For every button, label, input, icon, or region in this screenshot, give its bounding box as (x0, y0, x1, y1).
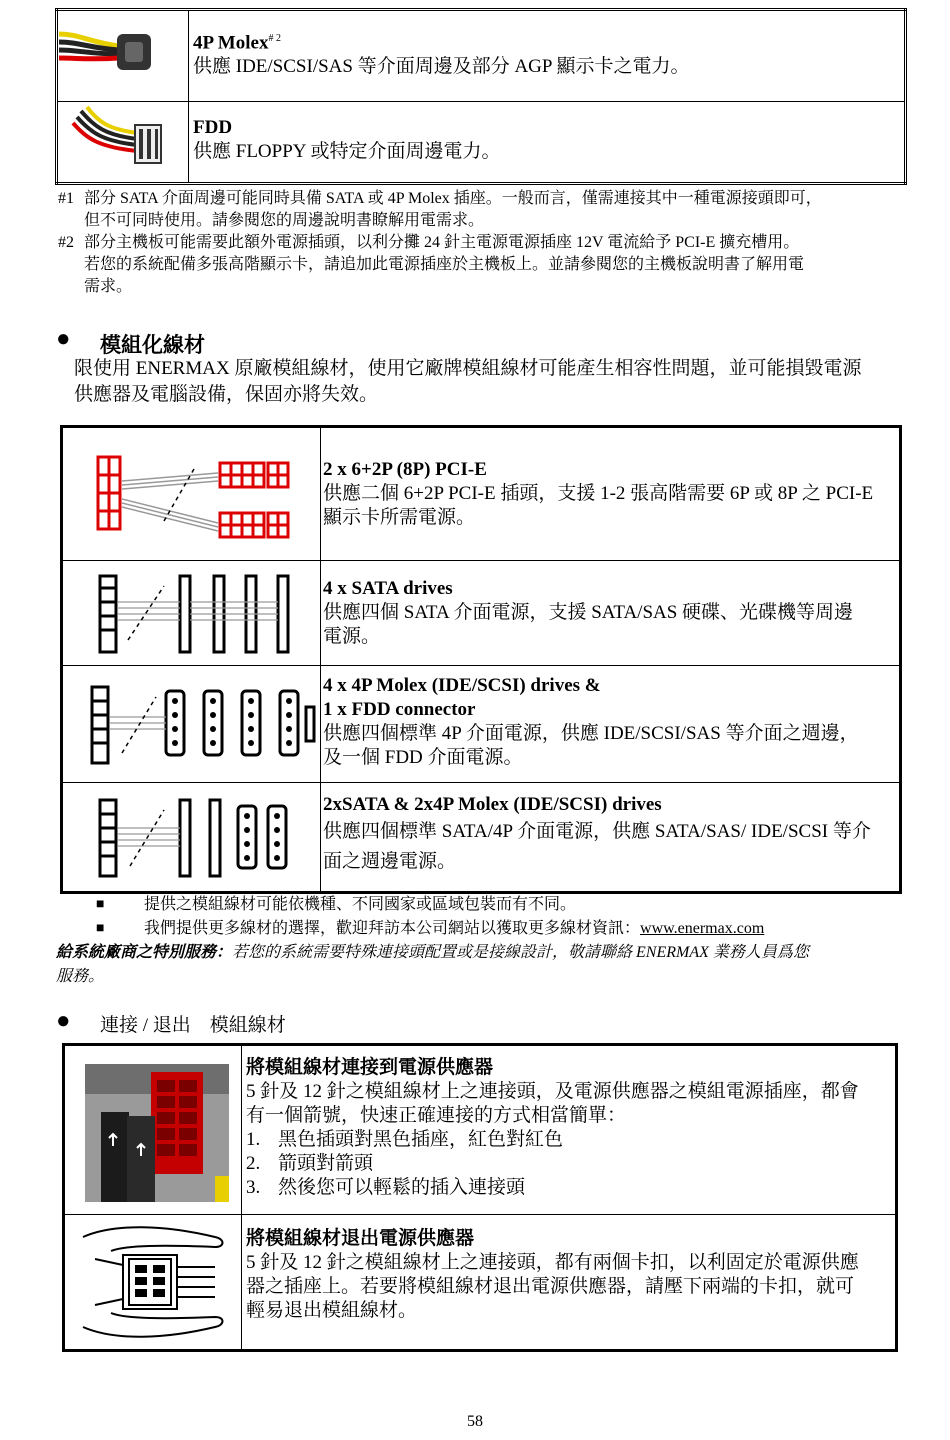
pcie-desc-line-2: 顯示卡所需電源。 (323, 507, 476, 528)
sata-image-cell (62, 561, 321, 666)
molex-cable-title-line-2: 1 x FDD connector (323, 699, 476, 720)
molex-cable-desc-line-2: 及一個 FDD 介面電源。 (323, 747, 523, 768)
step-3-num: 3. (246, 1177, 261, 1198)
special-service-line-1: 若您的系統需要特殊連接頭配置或是接線設計，敬請聯絡 ENERMAX 業務人員爲您 (232, 944, 809, 961)
step-1-text: 黑色插頭對黑色插座，紅色對紅色 (278, 1129, 564, 1150)
fdd-desc: 供應 FLOPPY 或特定介面周邊電力。 (193, 141, 501, 162)
connector-plug-photo (65, 1046, 241, 1214)
fdd-title: FDD (193, 117, 233, 138)
combo-title: 2xSATA & 2x4P Molex (IDE/SCSI) drives (323, 794, 662, 815)
sata-desc-cell (321, 561, 901, 666)
molex-cable-image-cell (62, 666, 321, 783)
footnote-1 (58, 188, 918, 232)
latch-release-diagram (65, 1215, 241, 1349)
fdd-image-cell (57, 102, 189, 184)
note-item (96, 893, 916, 917)
sata-title: 4 x SATA drives (323, 578, 453, 599)
pcie-image-cell (62, 427, 321, 561)
molex-desc-cell (189, 10, 906, 102)
modular-intro-line-1: 限使用 ENERMAX 原廠模組線材，使用它廠牌模組線材可能產生相容性問題，並可能損毀電源 (74, 358, 862, 379)
molex-desc: 供應 IDE/SCSI/SAS 等介面周邊及部分 AGP 顯示卡之電力。 (193, 56, 690, 78)
footnote-2-line-3: 需求。 (84, 278, 133, 295)
remove-desc-line-1: 5 針及 12 針之模組線材上之連接頭，都有兩個卡扣，以利固定於電源供應 (246, 1252, 859, 1273)
step-2-text: 箭頭對箭頭 (278, 1153, 374, 1174)
connect-desc-cell (242, 1045, 897, 1215)
footnote-1-mark: #1 (58, 190, 74, 207)
remove-desc-cell (242, 1215, 897, 1351)
page-number: 58 (467, 1413, 483, 1430)
combo-desc-cell (321, 783, 901, 893)
sata-cable-icon (64, 562, 319, 664)
molex-title: 4P Molex (193, 32, 269, 54)
footnote-2-mark: #2 (58, 234, 74, 251)
footnote-1-line-1: 部分 SATA 介面周邊可能同時具備 SATA 或 4P Molex 插座。一般而言，僅需連接其中一種電源接頭即可， (84, 190, 822, 207)
connect-step-1 (246, 1128, 891, 1152)
pcie-title: 2 x 6+2P (8P) PCI-E (323, 459, 487, 480)
special-service-label: 給系統廠商之特別服務： (56, 944, 233, 961)
molex-fdd-cable-icon (64, 667, 319, 781)
combo-image-cell (62, 783, 321, 893)
square-bullet-icon: ■ (96, 921, 105, 936)
molex-cable-desc-cell (321, 666, 901, 783)
modular-heading: 模組化線材 (100, 333, 205, 357)
connect-desc-line-1: 5 針及 12 針之模組線材上之連接頭，及電源供應器之模組電源插座，都會 (246, 1081, 859, 1102)
fdd-desc-cell (189, 102, 906, 184)
molex-connector-icon (59, 12, 187, 100)
footnote-1-line-2: 但不可同時使用。請參閱您的周邊說明書瞭解用電需求。 (84, 212, 485, 229)
molex-cable-title-line-1: 4 x 4P Molex (IDE/SCSI) drives & (323, 675, 601, 696)
footnotes (58, 188, 918, 298)
connect-image-cell (64, 1045, 242, 1215)
connect-title: 將模組線材連接到電源供應器 (246, 1057, 494, 1078)
footnote-2 (58, 232, 918, 298)
footnote-2-line-2: 若您的系統配備多張高階顯示卡，請追加此電源插座於主機板上。並請參閱您的主機板說明書了解用電 (84, 256, 805, 273)
fdd-connector-icon (59, 103, 187, 181)
modular-notes (96, 893, 916, 941)
molex-footnote-ref: # 2 (268, 33, 281, 44)
sata-molex-cable-icon (64, 784, 319, 890)
combo-desc-line-2: 面之週邊電源。 (323, 851, 457, 872)
connect-step-2 (246, 1152, 891, 1176)
section-bullet-connect: ● (56, 1008, 71, 1034)
pcie-cable-icon (64, 429, 319, 559)
remove-desc-line-2: 器之插座上。若要將模組線材退出電源供應器，請壓下兩端的卡扣，就可 (246, 1276, 855, 1297)
sata-desc-line-2: 電源。 (323, 626, 381, 647)
step-1-num: 1. (246, 1129, 261, 1150)
combo-desc-line-1: 供應四個標準 SATA/4P 介面電源，供應 SATA/SAS/ IDE/SCSI 等介 (323, 821, 871, 842)
pcie-desc-cell (321, 427, 901, 561)
footnote-2-line-1: 部分主機板可能需要此額外電源插頭，以利分攤 24 針主電源電源插座 12V 電流給予 PCI-E 擴充槽用。 (84, 234, 800, 251)
step-3-text: 然後您可以輕鬆的插入連接頭 (278, 1177, 526, 1198)
step-2-num: 2. (246, 1153, 261, 1174)
modular-intro-line-2: 供應器及電腦設備，保固亦將失效。 (74, 384, 379, 405)
connect-table (62, 1043, 898, 1352)
section-bullet-modular: ● (56, 326, 71, 352)
remove-title: 將模組線材退出電源供應器 (246, 1228, 475, 1249)
sata-desc-line-1: 供應四個 SATA 介面電源，支援 SATA/SAS 硬碟、光碟機等周邊 (323, 602, 854, 623)
remove-image-cell (64, 1215, 242, 1351)
pcie-desc-line-1: 供應二個 6+2P PCI-E 插頭，支援 1-2 張高階需要 6P 或 8P 之 PCI-E (323, 483, 874, 504)
note-text-1: 提供之模組線材可能依機種、不同國家或區域包裝而有不同。 (144, 896, 577, 913)
modular-cable-table (60, 425, 902, 894)
special-service-line-2: 服務。 (56, 968, 105, 985)
enermax-website-link[interactable]: www.enermax.com (640, 920, 765, 937)
remove-desc-line-3: 輕易退出模組線材。 (246, 1300, 418, 1321)
note-item (96, 917, 916, 941)
connect-desc-line-2: 有一個箭號，快速正確連接的方式相當簡單： (246, 1105, 627, 1126)
square-bullet-icon: ■ (96, 897, 105, 912)
connect-heading: 連接 / 退出 模組線材 (100, 1015, 286, 1036)
modular-intro (74, 356, 914, 408)
special-service (56, 941, 916, 989)
connector-table (55, 8, 907, 185)
note-text-2: 我們提供更多線材的選擇，歡迎拜訪本公司網站以獲取更多線材資訊： (144, 920, 641, 937)
molex-image-cell (57, 10, 189, 102)
molex-cable-desc-line-1: 供應四個標準 4P 介面電源，供應 IDE/SCSI/SAS 等介面之週邊， (323, 723, 859, 744)
connect-step-3 (246, 1176, 891, 1200)
